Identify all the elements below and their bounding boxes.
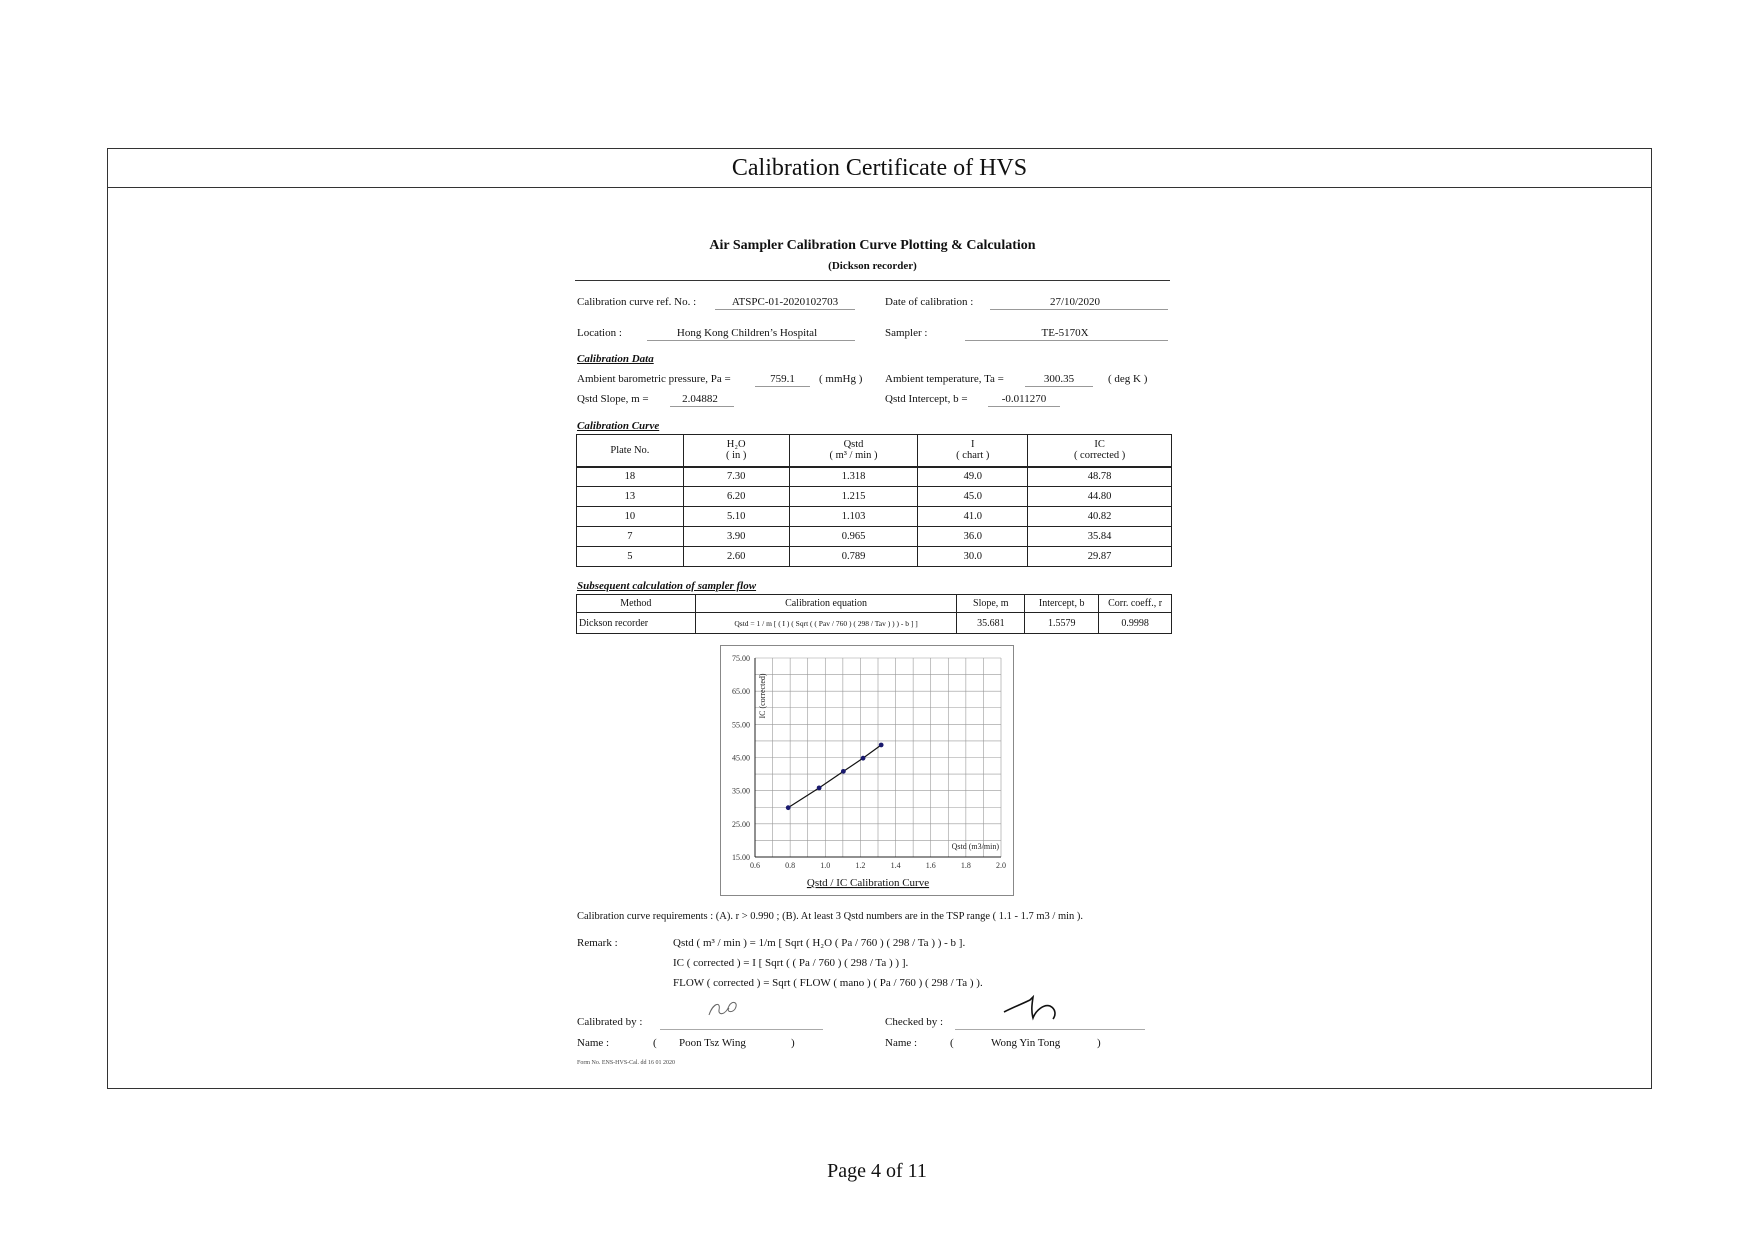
calibrated-name-label: Name : [577, 1037, 610, 1049]
location-label: Location : [577, 327, 622, 339]
sheet-subtitle: (Dickson recorder) [828, 260, 917, 272]
calibrated-name-open: ( [653, 1037, 657, 1049]
chart-data-point [879, 743, 884, 748]
chart-x-tick-label: 1.4 [890, 861, 901, 870]
requirements-text: Calibration curve requirements : (A). r > 0.990 ; (B). At least 3 Qstd numbers are in the TSP range ( 1.1 - 1.7 m3 / min ). [577, 911, 1084, 922]
chart-y-tick-label: 55.00 [732, 720, 750, 730]
intercept-underline [988, 406, 1060, 407]
chart-data-point [786, 805, 791, 810]
slope-underline [670, 406, 734, 407]
title-rule [575, 280, 1170, 281]
header-h2o: H₂O ( in ) [683, 435, 789, 467]
date-underline [990, 309, 1168, 310]
chart-series-line [788, 745, 881, 808]
location-underline [647, 340, 855, 341]
form-number: Form No. ENS-HVS-Cal. dd 16 01 2020 [577, 1060, 676, 1066]
calibration-sheet [575, 236, 1170, 1076]
chart-y-tick-label: 75.00 [732, 654, 750, 663]
pressure-underline [755, 386, 810, 387]
calibration-curve-heading: Calibration Curve [577, 420, 660, 432]
header-qstd: Qstd ( m³ / min ) [789, 435, 918, 467]
temperature-unit: ( deg K ) [1108, 373, 1148, 385]
remark-line-2: IC ( corrected ) = I [ Sqrt ( ( Pa / 760 ) ( 298 / Ta ) ) ]. [673, 957, 909, 969]
chart-y-axis-label: IC (corrected) [758, 673, 767, 719]
chart-x-axis-label: Qstd (m3/min) [951, 842, 999, 851]
checked-signature-line [955, 1029, 1145, 1030]
header-ic: IC ( corrected ) [1028, 435, 1172, 467]
chart-x-tick-label: 0.6 [750, 861, 760, 870]
ref-underline [715, 309, 855, 310]
table-row: 18 7.30 1.318 49.0 48.78 [577, 467, 1172, 487]
pressure-label: Ambient barometric pressure, Pa = [577, 373, 731, 385]
calibration-chart [720, 645, 1014, 896]
ref-label: Calibration curve ref. No. : [577, 296, 697, 308]
table-row: 5 2.60 0.789 30.0 29.87 [577, 547, 1172, 567]
chart-y-tick-label: 35.00 [732, 786, 750, 796]
certificate-title: Calibration Certificate of HVS [108, 149, 1651, 188]
chart-x-tick-label: 0.8 [785, 861, 796, 870]
pressure-value: 759.1 [770, 373, 795, 385]
slope-label: Qstd Slope, m = [577, 393, 649, 405]
pressure-unit: ( mmHg ) [819, 373, 863, 385]
chart-x-tick-label: 1.8 [960, 861, 971, 870]
temperature-label: Ambient temperature, Ta = [885, 373, 1004, 385]
checked-name-open: ( [950, 1037, 954, 1049]
remark-label: Remark : [577, 937, 618, 949]
chart-title: Qstd / IC Calibration Curve [806, 877, 930, 889]
header-i: I ( chart ) [918, 435, 1028, 467]
subsequent-header-row: Method Calibration equation Slope, m Intercept, b Corr. coeff., r [577, 595, 1172, 613]
temperature-value: 300.35 [1043, 373, 1075, 385]
subsequent-row: Dickson recorder Qstd = 1 / m [ ( I ) ( Sqrt ( ( Pav / 760 ) ( 298 / Tav ) ) ) - b ] ] 35.681 1.5579 0.9998 [577, 613, 1172, 634]
calibration-data-heading: Calibration Data [577, 353, 654, 365]
table-row: 7 3.90 0.965 36.0 35.84 [577, 527, 1172, 547]
subsequent-heading: Subsequent calculation of sampler flow [577, 580, 757, 592]
calibrated-name: Poon Tsz Wing [679, 1037, 746, 1049]
date-value: 27/10/2020 [1049, 296, 1101, 308]
calibration-curve-table [576, 434, 1172, 567]
location-value: Hong Kong Children’s Hospital [676, 327, 818, 339]
sampler-value: TE-5170X [1041, 327, 1089, 339]
chart-x-tick-label: 1.2 [855, 861, 866, 870]
chart-x-tick-label: 1.6 [925, 861, 936, 870]
checked-name-close: ) [1097, 1037, 1101, 1049]
calibrated-name-close: ) [791, 1037, 795, 1049]
ref-value: ATSPC-01-2020102703 [731, 296, 839, 308]
checked-name: Wong Yin Tong [991, 1037, 1061, 1049]
chart-y-tick-label: 15.00 [732, 853, 750, 862]
chart-data-point [861, 756, 866, 761]
table-row: 13 6.20 1.215 45.0 44.80 [577, 487, 1172, 507]
page-number: Page 4 of 11 [827, 1160, 927, 1182]
checked-name-label: Name : [885, 1037, 918, 1049]
chart-y-tick-label: 25.00 [732, 819, 750, 829]
remark-line-1: Qstd ( m³ / min ) = 1/m [ Sqrt ( H₂O ( Pa / 760 ) ( 298 / Ta ) ) - b ]. [673, 937, 966, 949]
chart-y-tick-label: 65.00 [732, 687, 750, 697]
intercept-label: Qstd Intercept, b = [885, 393, 968, 405]
slope-value: 2.04882 [682, 393, 718, 405]
chart-x-tick-label: 2.0 [996, 861, 1006, 870]
sampler-label: Sampler : [885, 327, 928, 339]
chart-y-tick-label: 45.00 [732, 753, 750, 763]
sheet-title: Air Sampler Calibration Curve Plotting & Calculation [709, 238, 1036, 253]
intercept-value: -0.011270 [1001, 393, 1047, 405]
header-plate: Plate No. [577, 435, 684, 467]
table-header-row [577, 435, 1172, 467]
calibrated-signature-line [660, 1029, 823, 1030]
calibrated-by-label: Calibrated by : [577, 1016, 643, 1028]
date-label: Date of calibration : [885, 296, 974, 308]
checked-signature [1000, 994, 1075, 1024]
remark-line-3: FLOW ( corrected ) = Sqrt ( FLOW ( mano ) ( Pa / 760 ) ( 298 / Ta ) ). [673, 977, 983, 989]
calibrated-signature [705, 998, 745, 1020]
chart-svg [721, 646, 1015, 897]
table-row: 10 5.10 1.103 41.0 40.82 [577, 507, 1172, 527]
chart-x-tick-label: 1.0 [820, 861, 831, 870]
temperature-underline [1025, 386, 1093, 387]
chart-data-point [841, 769, 846, 774]
sampler-underline [965, 340, 1168, 341]
subsequent-table [576, 594, 1172, 634]
checked-by-label: Checked by : [885, 1016, 944, 1028]
chart-data-point [817, 785, 822, 790]
